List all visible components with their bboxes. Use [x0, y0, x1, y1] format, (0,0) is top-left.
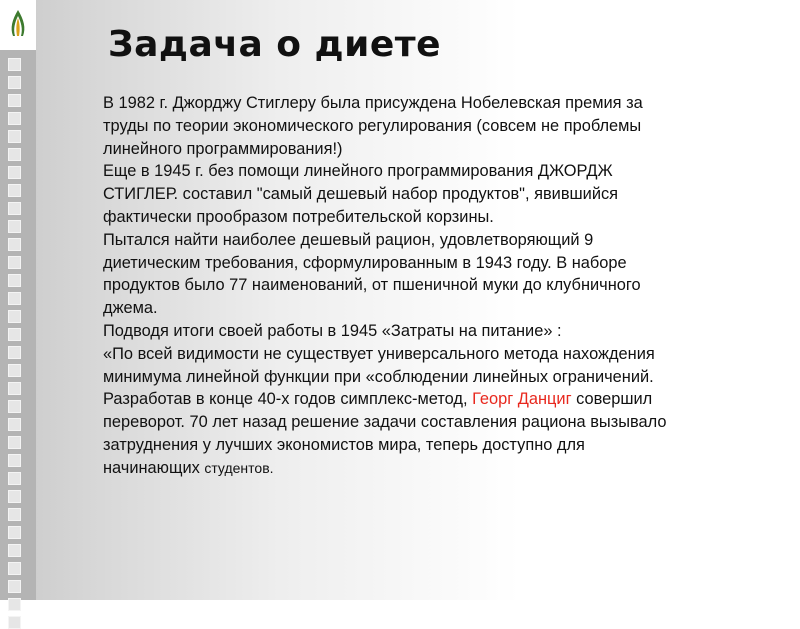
body-line [103, 388, 723, 411]
body-line-start: Разработав в конце 40-х годов симплекс-метод, [103, 390, 473, 409]
body-line: Подводя итоги своей работы в 1945 «Затраты на питание» : [103, 321, 562, 340]
body-line: труды по теории экономического регулирования (совсем не проблемы [103, 116, 642, 135]
decor-squares [8, 58, 28, 629]
body-line: фактически прообразом потребительской корзины. [103, 207, 494, 226]
flame-logo-icon [7, 8, 29, 42]
body-line: минимума линейной функции при «соблюдении линейных ограничений. [103, 367, 654, 386]
body-line: Еще в 1945 г. без помощи линейного программирования ДЖОРДЖ [103, 162, 613, 181]
body-line-small: студентов. [204, 459, 274, 476]
logo [0, 0, 36, 50]
body-line: Пытался найти наиболее дешевый рацион, удовлетворяющий 9 [103, 230, 594, 249]
body-line [103, 457, 723, 480]
body-line: продуктов было 77 наименований, от пшеничной муки до клубничного [103, 276, 641, 295]
body-line: СТИГЛЕР. составил "самый дешевый набор продуктов", явившийся [103, 185, 619, 204]
slide-title: Задача о диете [108, 24, 442, 65]
body-line: затруднения у лучших экономистов мира, теперь доступно для [103, 435, 585, 454]
body-line: «По всей видимости не существует универсального метода нахождения [103, 344, 655, 363]
body-line-end: совершил [571, 390, 653, 409]
dantzig-link[interactable]: Георг Данциг [472, 390, 572, 409]
slide-body-text [103, 92, 723, 480]
body-line-start: начинающих [103, 458, 205, 477]
body-line: переворот. 70 лет назад решение задачи составления рациона вызывало [103, 413, 667, 432]
body-line: В 1982 г. Джорджу Стиглеру была присуждена Нобелевская премия за [103, 94, 643, 112]
left-decor-strip [0, 0, 36, 600]
body-line: диетическим требования, сформулированным в 1943 году. В наборе [103, 253, 627, 272]
body-line: джема. [103, 299, 158, 318]
body-line: линейного программирования!) [103, 139, 343, 158]
